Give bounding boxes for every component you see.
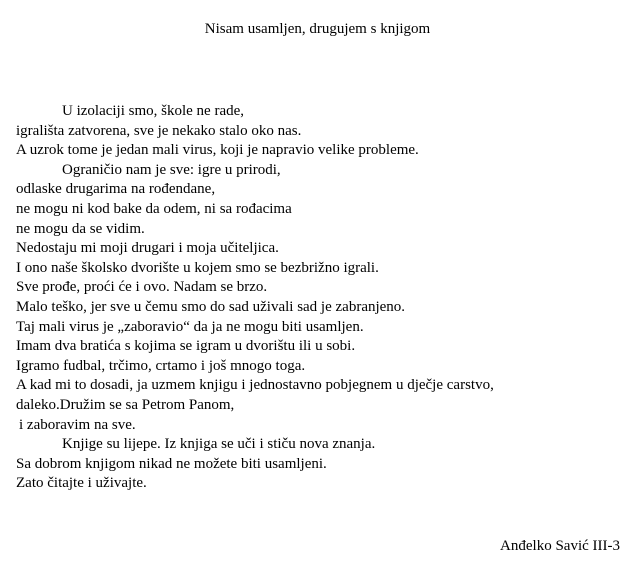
poem-line: Sa dobrom knjigom nikad ne možete biti usamljeni. [16, 455, 327, 472]
poem-line: Nedostaju mi moji drugari i moja učiteljica. [16, 240, 279, 257]
poem-line: igrališta zatvorena, sve je nekako stalo oko nas. [16, 122, 302, 139]
poem-line: Knjige su lijepe. Iz knjiga se uči i stiču nova znanja. [62, 436, 376, 453]
poem-line: Imam dva bratića s kojima se igram u dvorištu ili u sobi. [16, 338, 356, 355]
author-signature: Anđelko Savić III-3 [500, 538, 620, 554]
poem-line: Malo teško, jer sve u čemu smo do sad uživali sad je zabranjeno. [16, 298, 406, 315]
poem-line: U izolaciji smo, škole ne rade, [62, 103, 245, 119]
poem-line: odlaske drugarima na rođendane, [16, 181, 216, 198]
poem-line: i zaboravim na sve. [19, 416, 136, 433]
poem-body [16, 102, 616, 494]
poem-line: I ono naše školsko dvorište u kojem smo se bezbrižno igrali. [16, 259, 379, 276]
document-title-text: Nisam usamljen, drugujem s knjigom [204, 21, 431, 37]
poem-line: ne mogu da se vidim. [16, 220, 145, 237]
poem-line: A uzrok tome je jedan mali virus, koji je napravio velike probleme. [16, 142, 419, 159]
poem-line: Zato čitajte i uživajte. [16, 475, 147, 492]
poem-line: A kad mi to dosadi, ja uzmem knjigu i jednostavno pobjegnem u dječje carstvo, [16, 377, 494, 394]
document-title [0, 20, 635, 38]
poem-line: ne mogu ni kod bake da odem, ni sa rođacima [16, 200, 292, 217]
poem-line: Ograničio nam je sve: igre u prirodi, [62, 161, 281, 178]
poem-line: Sve prođe, proći će i ovo. Nadam se brzo. [16, 279, 268, 296]
poem-line: Igramo fudbal, trčimo, crtamo i još mnogo toga. [16, 357, 306, 374]
poem-line: daleko.Družim se sa Petrom Panom, [16, 396, 235, 413]
poem-line: Taj mali virus je „zaboravio“ da ja ne mogu biti usamljen. [16, 318, 364, 335]
